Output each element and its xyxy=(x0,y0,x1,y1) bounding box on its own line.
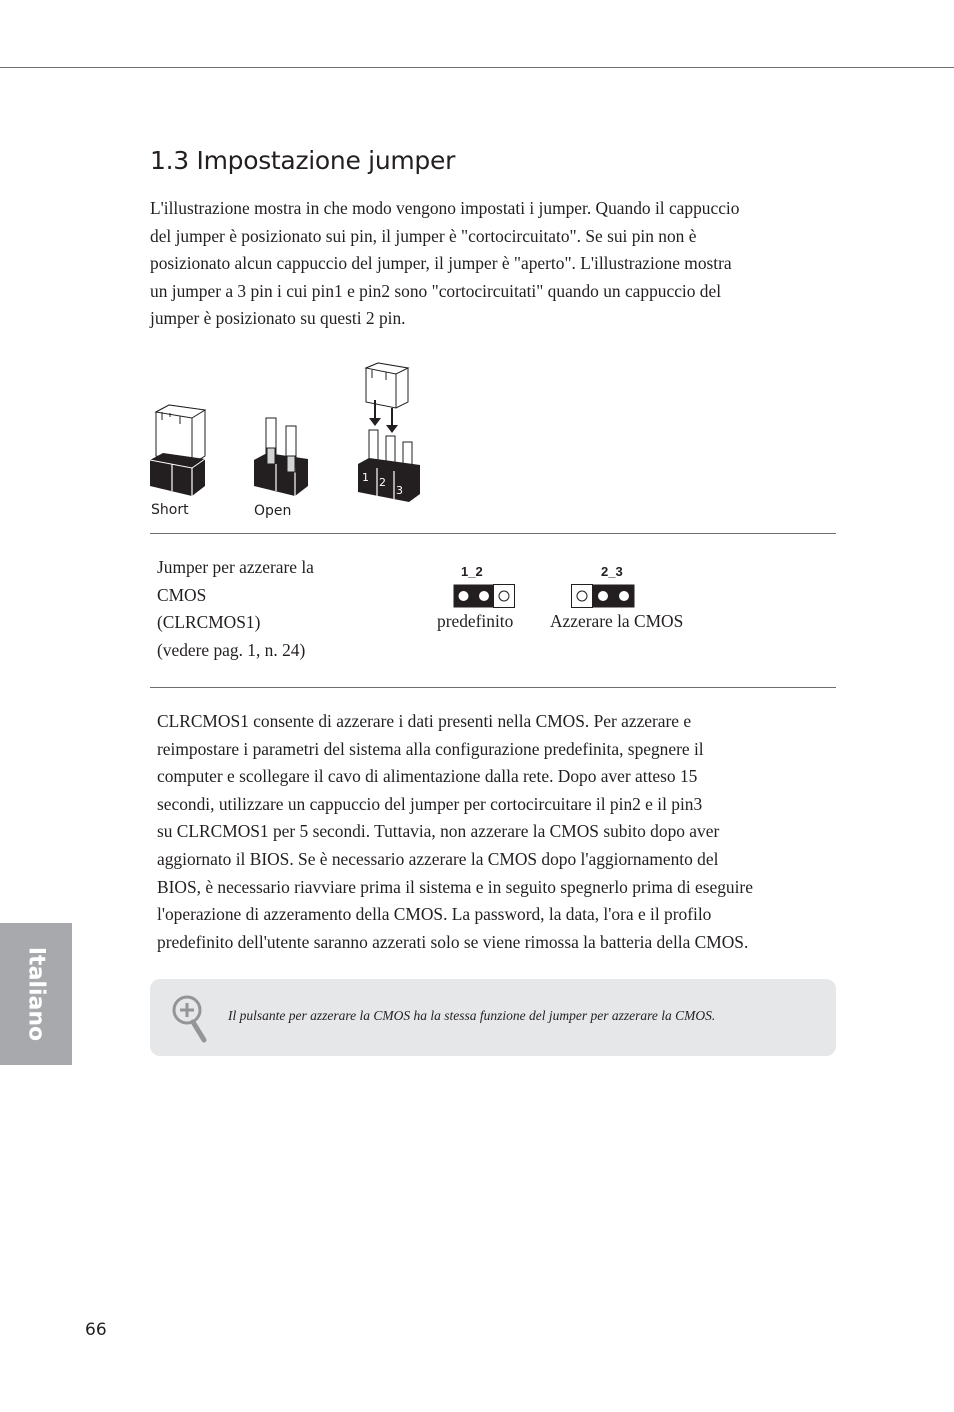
default-pin-header xyxy=(453,584,515,608)
open-jumper-illustration xyxy=(254,418,308,496)
short-label: Short xyxy=(151,502,189,518)
table-top-rule xyxy=(150,533,836,534)
body-line: computer e scollegare il cavo di alimentazione dalla rete. Dopo aver atteso 15 xyxy=(157,766,698,787)
pin-number-3: 3 xyxy=(396,484,403,497)
table-bottom-rule xyxy=(150,687,836,688)
intro-line: L'illustrazione mostra in che modo vengono impostati i jumper. Quando il cappuccio xyxy=(150,198,740,218)
body-line: l'operazione di azzeramento della CMOS. La password, la data, l'ora e il profilo xyxy=(157,904,712,925)
jumper-label xyxy=(157,554,314,664)
open-label: Open xyxy=(254,503,292,519)
default-pins-label: 1_2 xyxy=(461,564,483,579)
intro-line: del jumper è posizionato sui pin, il jumper è "cortocircuitato". Se sui pin non è xyxy=(150,225,697,246)
body-line: BIOS, è necessario riavviare prima il sistema e in seguito spegnerlo prima di eseguire xyxy=(157,876,753,897)
intro-line: un jumper a 3 pin i cui pin1 e pin2 sono "cortocircuitati" quando un cappuccio del xyxy=(150,280,722,301)
clear-pin-header xyxy=(571,584,635,608)
jumper-label-line: (vedere pag. 1, n. 24) xyxy=(157,639,306,660)
jumper-label-line: (CLRCMOS1) xyxy=(157,612,261,633)
default-caption: predefinito xyxy=(437,611,514,631)
jumper-label-line: CMOS xyxy=(157,584,207,605)
language-side-label: Italiano xyxy=(23,946,49,1042)
magnifier-plus-icon xyxy=(170,994,208,1044)
body-paragraph xyxy=(157,708,797,956)
body-line: secondi, utilizzare un cappuccio del jumper per cortocircuitare il pin2 e il pin3 xyxy=(157,793,703,814)
page-number: 66 xyxy=(85,1320,107,1340)
header-rule xyxy=(0,67,954,68)
body-line: aggiornato il BIOS. Se è necessario azzerare la CMOS dopo l'aggiornamento del xyxy=(157,848,719,869)
clear-caption: Azzerare la CMOS xyxy=(550,611,684,631)
body-line: su CLRCMOS1 per 5 secondi. Tuttavia, non azzerare la CMOS subito dopo aver xyxy=(157,821,720,842)
clear-pins-label: 2_3 xyxy=(601,564,623,579)
intro-line: posizionato alcun cappuccio del jumper, il jumper è "aperto". L'illustrazione mostra xyxy=(150,253,732,274)
pin-number-1: 1 xyxy=(362,471,369,484)
note-text: Il pulsante per azzerare la CMOS ha la stessa funzione del jumper per azzerare la CMOS. xyxy=(228,1008,716,1023)
section-heading: 1.3 Impostazione jumper xyxy=(150,146,456,175)
body-line: reimpostare i parametri del sistema alla configurazione predefinita, spegnere il xyxy=(157,738,704,759)
jumper-label-line: Jumper per azzerare la xyxy=(157,557,314,577)
short-jumper-illustration xyxy=(150,405,205,496)
pin-number-2: 2 xyxy=(379,476,386,489)
intro-paragraph xyxy=(150,195,790,333)
intro-line: jumper è posizionato su questi 2 pin. xyxy=(150,308,406,329)
body-line: CLRCMOS1 consente di azzerare i dati presenti nella CMOS. Per azzerare e xyxy=(157,711,692,731)
jumper-diagram xyxy=(148,360,438,525)
body-line: predefinito dell'utente saranno azzerati solo se viene rimossa la batteria della CMOS. xyxy=(157,931,749,952)
